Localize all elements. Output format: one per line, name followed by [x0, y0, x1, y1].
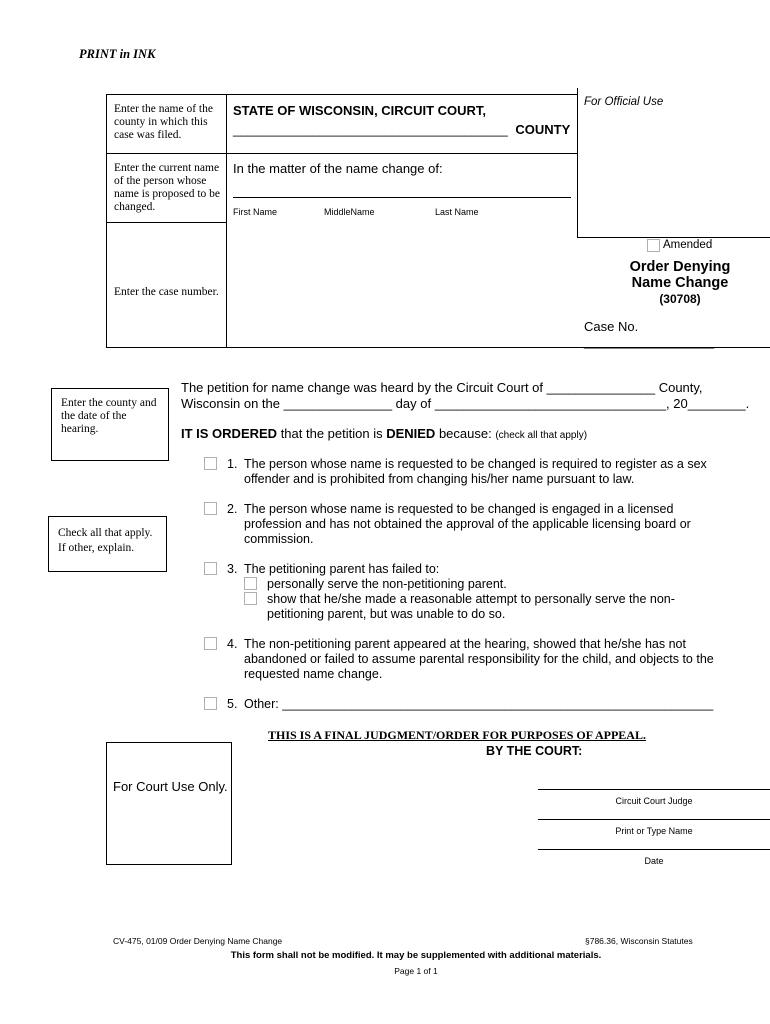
case-no-blank[interactable]: __________________ — [584, 334, 715, 349]
amended-checkbox[interactable] — [647, 239, 660, 252]
date-line[interactable] — [538, 849, 770, 850]
official-use-left-border — [577, 88, 578, 238]
footer-form-id: CV-475, 01/09 Order Denying Name Change — [113, 936, 283, 946]
reason-4-line: The non-petitioning parent appeared at the hearing, showed that he/she has not — [244, 637, 686, 651]
ordered-text-2: because: — [435, 426, 496, 441]
sub-reason-b-line: show that he/she made a reasonable attempt to personally serve the non- — [267, 592, 675, 606]
hearing-line-1[interactable]: The petition for name change was heard by the Circuit Court of _______________ County, — [181, 380, 703, 395]
last-name-label: Last Name — [435, 207, 479, 217]
footer-page-number: Page 1 of 1 — [394, 966, 438, 976]
reason-2-line: profession and has not obtained the approval of the applicable licensing board or — [244, 517, 691, 531]
reason-4-line: abandoned or failed to assume parental responsibility for the child, and objects to the — [244, 652, 714, 666]
reason-3-text: The petitioning parent has failed to: — [244, 562, 440, 576]
reason-3-number: 3. — [227, 562, 238, 576]
final-judgment-statement: THIS IS A FINAL JUDGMENT/ORDER FOR PURPOSES OF APPEAL. — [268, 728, 646, 742]
reason-5-other-field[interactable]: Other: ______________________________________________________________ — [244, 697, 714, 711]
form-title — [590, 259, 770, 307]
by-the-court: BY THE COURT: — [486, 744, 583, 758]
ordered-bold: IT IS ORDERED — [181, 426, 278, 441]
hearing-line-2[interactable]: Wisconsin on the _______________ day of ________________________________, 20________. — [181, 396, 750, 411]
court-use-label: For Court Use Only. — [113, 779, 228, 794]
reason-4-line: requested name change. — [244, 667, 383, 681]
print-name-line[interactable] — [538, 819, 770, 820]
case-help-text: Enter the case number. — [114, 286, 219, 298]
reason-2-number: 2. — [227, 502, 238, 516]
court-use-box — [106, 742, 232, 865]
form-title-line-1: Order Denying — [629, 259, 731, 275]
judge-signature-line[interactable] — [538, 789, 770, 790]
case-number-field[interactable] — [584, 319, 770, 349]
form-number: (30708) — [659, 292, 701, 306]
print-name-label: Print or Type Name — [615, 826, 693, 836]
person-help-text: Enter the current name of the person whose name is proposed to be changed. — [114, 162, 221, 213]
county-word: COUNTY — [515, 122, 571, 137]
reason-4-checkbox[interactable] — [204, 637, 217, 650]
reason-4-number: 4. — [227, 637, 238, 651]
reason-5-checkbox[interactable] — [204, 697, 217, 710]
reasons-help-text: Check all that apply. If other, explain. — [58, 527, 153, 554]
name-entry-line[interactable] — [233, 197, 571, 198]
ordered-text-1: that the petition is — [277, 426, 387, 441]
print-in-ink-note: PRINT in INK — [79, 47, 156, 61]
middle-name-label: MiddleName — [324, 207, 375, 217]
reason-5-number: 5. — [227, 697, 238, 711]
court-heading: STATE OF WISCONSIN, CIRCUIT COURT, — [233, 103, 487, 118]
reason-2-line: The person whose name is requested to be changed is engaged in a licensed — [244, 502, 674, 516]
sub-reason-b-text — [267, 592, 675, 622]
ordered-statement — [181, 426, 587, 443]
sub-reason-a-text: personally serve the non-petitioning parent. — [267, 577, 507, 591]
hearing-help-text: Enter the county and the date of the hearing. — [61, 397, 157, 435]
caption-divider — [226, 94, 227, 347]
county-help-text: Enter the name of the county in which this case was filed. — [114, 103, 213, 141]
date-label: Date — [644, 856, 664, 866]
sub-reason-b-line: petitioning parent, but was unable to do so. — [267, 607, 506, 621]
check-all-note: (check all that apply) — [495, 430, 588, 441]
amended-label: Amended — [663, 239, 713, 251]
footer-statute: §786.36, Wisconsin Statutes — [585, 936, 693, 946]
footer-notice: This form shall not be modified. It may be supplemented with additional materials. — [230, 950, 602, 961]
reason-2-text — [244, 502, 691, 547]
reason-1-number: 1. — [227, 457, 238, 471]
county-blank[interactable]: ______________________________________ — [233, 122, 508, 137]
reason-1-text — [244, 457, 707, 487]
matter-text: In the matter of the name change of: — [233, 161, 443, 176]
case-no-label: Case No. — [584, 319, 639, 334]
sub-reason-a-checkbox[interactable] — [244, 577, 257, 590]
official-use-label: For Official Use — [584, 96, 664, 108]
caption-left-border — [106, 94, 107, 347]
caption-row-divider-1 — [106, 153, 578, 154]
reason-2-checkbox[interactable] — [204, 502, 217, 515]
caption-top-border — [106, 94, 578, 95]
reason-2-line: commission. — [244, 532, 314, 546]
caption-row-divider-2 — [106, 222, 226, 223]
first-name-label: First Name — [233, 207, 278, 217]
reason-1-checkbox[interactable] — [204, 457, 217, 470]
county-line[interactable] — [233, 122, 570, 137]
form-title-line-2: Name Change — [631, 275, 729, 291]
reason-4-text — [244, 637, 714, 682]
official-use-bottom-border — [577, 237, 770, 238]
reason-1-line: The person whose name is requested to be changed is required to register as a sex — [244, 457, 707, 471]
judge-signature-label: Circuit Court Judge — [615, 796, 693, 806]
sub-reason-b-checkbox[interactable] — [244, 592, 257, 605]
reason-1-line: offender and is prohibited from changing his/her name pursuant to law. — [244, 472, 635, 486]
denied-bold: DENIED — [386, 426, 436, 441]
reason-3-checkbox[interactable] — [204, 562, 217, 575]
